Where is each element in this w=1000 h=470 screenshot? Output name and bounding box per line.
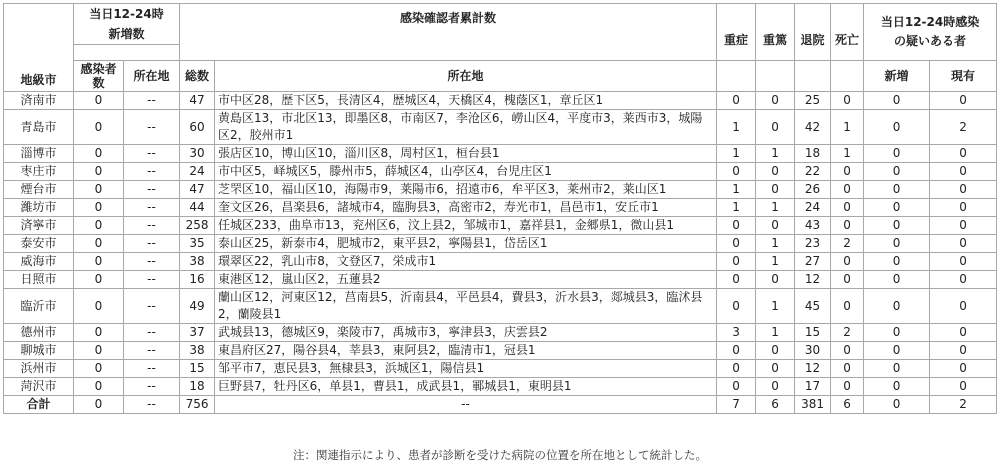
header-critical-blank: [756, 61, 795, 92]
city-cell: 煙台市: [4, 181, 74, 199]
total-cell: 38: [180, 342, 215, 360]
header-location: 所在地: [215, 61, 717, 92]
table-row: [4, 92, 997, 110]
new-count-cell: 0: [74, 289, 124, 324]
total-cell: 47: [180, 92, 215, 110]
serious-cell: 1: [717, 199, 756, 217]
location-cell: 市中区28，歴下区5，長清区4，歴城区4，天橋区4，槐蔭区1，章丘区1: [215, 92, 717, 110]
total-cell: 44: [180, 199, 215, 217]
location-cell: 巨野县7，牡丹区6，单县1，曹县1，成武县1，鄆城县1，東明县1: [215, 378, 717, 396]
new-location-cell: --: [124, 92, 180, 110]
new-location-cell: --: [124, 342, 180, 360]
table-row: [4, 145, 997, 163]
header-discharged-blank: [795, 61, 831, 92]
suspect-current-cell: 0: [930, 199, 997, 217]
table-row: [4, 324, 997, 342]
location-cell: 東昌府区27，陽谷县4，莘县3，東阿县2，臨清市1，冠县1: [215, 342, 717, 360]
discharged-cell: 42: [795, 110, 831, 145]
serious-cell: 0: [717, 92, 756, 110]
total-cell: 24: [180, 163, 215, 181]
location-cell: 環翠区22，乳山市8，文登区7，栄成市1: [215, 253, 717, 271]
new-count-cell: 0: [74, 163, 124, 181]
serious-cell: 0: [717, 163, 756, 181]
critical-cell: 0: [756, 217, 795, 235]
critical-cell: 0: [756, 92, 795, 110]
total-cell: 18: [180, 378, 215, 396]
new-count-cell: 0: [74, 342, 124, 360]
new-count-cell: 0: [74, 253, 124, 271]
discharged-cell: 381: [795, 396, 831, 414]
discharged-cell: 12: [795, 271, 831, 289]
header-suspect-group: 当日12-24時感染の疑いある者: [864, 4, 997, 61]
table-row: [4, 378, 997, 396]
city-cell: 濰坊市: [4, 199, 74, 217]
new-count-cell: 0: [74, 181, 124, 199]
serious-cell: 0: [717, 289, 756, 324]
table-row: [4, 217, 997, 235]
city-cell: 臨沂市: [4, 289, 74, 324]
suspect-new-cell: 0: [864, 163, 930, 181]
discharged-cell: 26: [795, 181, 831, 199]
death-cell: 6: [831, 396, 864, 414]
suspect-new-cell: 0: [864, 110, 930, 145]
new-location-cell: --: [124, 324, 180, 342]
total-label-cell: 合計: [4, 396, 74, 414]
suspect-new-cell: 0: [864, 271, 930, 289]
critical-cell: 1: [756, 145, 795, 163]
header-critical: 重篤: [756, 4, 795, 61]
header-suspect-current: 現有: [930, 61, 997, 92]
table-row: [4, 289, 997, 324]
total-cell: 16: [180, 271, 215, 289]
suspect-current-cell: 2: [930, 110, 997, 145]
critical-cell: 1: [756, 253, 795, 271]
suspect-current-cell: 0: [930, 378, 997, 396]
table-row: [4, 163, 997, 181]
critical-cell: 0: [756, 360, 795, 378]
suspect-new-cell: 0: [864, 181, 930, 199]
location-cell: 奎文区26，昌楽县6，諸城市4，臨朐县3，高密市2，寿光市1，昌邑市1，安丘市1: [215, 199, 717, 217]
death-cell: 0: [831, 217, 864, 235]
table-row: [4, 110, 997, 145]
new-location-cell: --: [124, 360, 180, 378]
location-cell: 泰山区25，新泰市4，肥城市2，東平县2，寧陽县1，岱岳区1: [215, 235, 717, 253]
discharged-cell: 18: [795, 145, 831, 163]
serious-cell: 0: [717, 360, 756, 378]
new-location-cell: --: [124, 181, 180, 199]
suspect-current-cell: 2: [930, 396, 997, 414]
serious-cell: 1: [717, 110, 756, 145]
header-new-location: 所在地: [124, 61, 180, 92]
header-new-group: 当日12-24時 新増数: [74, 4, 180, 45]
suspect-current-cell: 0: [930, 217, 997, 235]
serious-cell: 0: [717, 342, 756, 360]
header-city: 地級市: [4, 4, 74, 92]
total-cell: 258: [180, 217, 215, 235]
new-location-cell: --: [124, 235, 180, 253]
table-row: [4, 253, 997, 271]
suspect-new-cell: 0: [864, 217, 930, 235]
discharged-cell: 43: [795, 217, 831, 235]
serious-cell: 0: [717, 217, 756, 235]
city-cell: 聊城市: [4, 342, 74, 360]
header-serious-blank: [717, 61, 756, 92]
table-row: [4, 360, 997, 378]
new-location-cell: --: [124, 110, 180, 145]
total-cell: 30: [180, 145, 215, 163]
suspect-current-cell: 0: [930, 360, 997, 378]
critical-cell: 0: [756, 271, 795, 289]
suspect-new-cell: 0: [864, 324, 930, 342]
discharged-cell: 15: [795, 324, 831, 342]
city-cell: 浜州市: [4, 360, 74, 378]
header-total: 総数: [180, 61, 215, 92]
discharged-cell: 30: [795, 342, 831, 360]
serious-cell: 1: [717, 145, 756, 163]
suspect-new-cell: 0: [864, 235, 930, 253]
new-count-cell: 0: [74, 271, 124, 289]
suspect-current-cell: 0: [930, 235, 997, 253]
critical-cell: 6: [756, 396, 795, 414]
suspect-current-cell: 0: [930, 342, 997, 360]
table-row: [4, 342, 997, 360]
total-row: [4, 396, 997, 414]
death-cell: 0: [831, 378, 864, 396]
serious-cell: 7: [717, 396, 756, 414]
suspect-current-cell: 0: [930, 163, 997, 181]
header-new-count: 感染者数: [74, 61, 124, 92]
critical-cell: 0: [756, 163, 795, 181]
discharged-cell: 27: [795, 253, 831, 271]
header-suspect-new: 新増: [864, 61, 930, 92]
death-cell: 0: [831, 271, 864, 289]
suspect-new-cell: 0: [864, 92, 930, 110]
death-cell: 0: [831, 289, 864, 324]
new-location-cell: --: [124, 289, 180, 324]
header-discharged: 退院: [795, 4, 831, 61]
header-death-blank: [831, 61, 864, 92]
total-cell: 756: [180, 396, 215, 414]
city-cell: 青島市: [4, 110, 74, 145]
new-count-cell: 0: [74, 360, 124, 378]
suspect-current-cell: 0: [930, 92, 997, 110]
total-cell: 47: [180, 181, 215, 199]
total-cell: 37: [180, 324, 215, 342]
discharged-cell: 17: [795, 378, 831, 396]
death-cell: 0: [831, 342, 864, 360]
new-location-cell: --: [124, 271, 180, 289]
death-cell: 2: [831, 235, 864, 253]
new-count-cell: 0: [74, 110, 124, 145]
location-cell: --: [215, 396, 717, 414]
total-cell: 15: [180, 360, 215, 378]
discharged-cell: 24: [795, 199, 831, 217]
death-cell: 2: [831, 324, 864, 342]
city-cell: 淄博市: [4, 145, 74, 163]
new-location-cell: --: [124, 199, 180, 217]
death-cell: 0: [831, 360, 864, 378]
suspect-new-cell: 0: [864, 145, 930, 163]
city-cell: 德州市: [4, 324, 74, 342]
critical-cell: 1: [756, 235, 795, 253]
location-cell: 東港区12，嵐山区2，五蓮县2: [215, 271, 717, 289]
critical-cell: 1: [756, 289, 795, 324]
serious-cell: 0: [717, 253, 756, 271]
suspect-new-cell: 0: [864, 253, 930, 271]
location-cell: 任城区233，曲阜市13，兖州区6，汶上县2，邹城市1，嘉祥县1，金郷県1，微山县1: [215, 217, 717, 235]
new-location-cell: --: [124, 378, 180, 396]
covid-stats-table: [3, 3, 997, 414]
header-new-group-spacer: [74, 45, 180, 61]
serious-cell: 0: [717, 378, 756, 396]
serious-cell: 1: [717, 181, 756, 199]
suspect-current-cell: 0: [930, 271, 997, 289]
new-count-cell: 0: [74, 235, 124, 253]
new-count-cell: 0: [74, 199, 124, 217]
discharged-cell: 25: [795, 92, 831, 110]
new-count-cell: 0: [74, 145, 124, 163]
suspect-new-cell: 0: [864, 342, 930, 360]
critical-cell: 0: [756, 181, 795, 199]
location-cell: 張店区10，博山区10，淄川区8，周村区1，桓台县1: [215, 145, 717, 163]
table-row: [4, 271, 997, 289]
suspect-current-cell: 0: [930, 145, 997, 163]
new-location-cell: --: [124, 253, 180, 271]
suspect-new-cell: 0: [864, 289, 930, 324]
suspect-current-cell: 0: [930, 253, 997, 271]
city-cell: 威海市: [4, 253, 74, 271]
suspect-current-cell: 0: [930, 289, 997, 324]
location-cell: 蘭山区12，河東区12，莒南县5，沂南县4，平邑县4，費县3，沂水县3，郯城县3，臨沭县2，蘭陵县1: [215, 289, 717, 324]
death-cell: 0: [831, 181, 864, 199]
table-row: [4, 181, 997, 199]
serious-cell: 0: [717, 271, 756, 289]
discharged-cell: 22: [795, 163, 831, 181]
new-location-cell: --: [124, 163, 180, 181]
death-cell: 0: [831, 253, 864, 271]
city-cell: 日照市: [4, 271, 74, 289]
death-cell: 0: [831, 199, 864, 217]
city-cell: 菏沢市: [4, 378, 74, 396]
new-location-cell: --: [124, 145, 180, 163]
table-row: [4, 235, 997, 253]
suspect-current-cell: 0: [930, 181, 997, 199]
death-cell: 1: [831, 145, 864, 163]
location-cell: 市中区5，峄城区5，滕州市5，薛城区4，山亭区4，台児庄区1: [215, 163, 717, 181]
new-location-cell: --: [124, 217, 180, 235]
new-count-cell: 0: [74, 217, 124, 235]
total-cell: 38: [180, 253, 215, 271]
new-location-cell: --: [124, 396, 180, 414]
critical-cell: 0: [756, 378, 795, 396]
suspect-current-cell: 0: [930, 324, 997, 342]
total-cell: 35: [180, 235, 215, 253]
critical-cell: 1: [756, 199, 795, 217]
serious-cell: 3: [717, 324, 756, 342]
location-cell: 芝罘区10，福山区10，海陽市9，莱陽市6，招遠市6，牟平区3，莱州市2，莱山区1: [215, 181, 717, 199]
new-count-cell: 0: [74, 92, 124, 110]
critical-cell: 0: [756, 110, 795, 145]
suspect-new-cell: 0: [864, 360, 930, 378]
serious-cell: 0: [717, 235, 756, 253]
discharged-cell: 12: [795, 360, 831, 378]
discharged-cell: 45: [795, 289, 831, 324]
critical-cell: 0: [756, 342, 795, 360]
city-cell: 枣庄市: [4, 163, 74, 181]
critical-cell: 1: [756, 324, 795, 342]
new-count-cell: 0: [74, 378, 124, 396]
new-count-cell: 0: [74, 324, 124, 342]
location-cell: 武城县13，德城区9，楽陵市7，禹城市3，寧津县3，庆雲县2: [215, 324, 717, 342]
death-cell: 0: [831, 163, 864, 181]
death-cell: 1: [831, 110, 864, 145]
footnote: 注：関連指示により、患者が診断を受けた病院の位置を所在地として統計した。: [293, 448, 707, 462]
total-cell: 49: [180, 289, 215, 324]
location-cell: 邹平市7，恵民县3，無棣县3，浜城区1，陽信县1: [215, 360, 717, 378]
location-cell: 黄島区13，市北区13，即墨区8，市南区7，李沧区6，嶗山区4，平度市3，莱西市3，城陽区2，胶州市1: [215, 110, 717, 145]
city-cell: 済南市: [4, 92, 74, 110]
city-cell: 済寧市: [4, 217, 74, 235]
table-row: [4, 199, 997, 217]
total-cell: 60: [180, 110, 215, 145]
header-serious: 重症: [717, 4, 756, 61]
suspect-new-cell: 0: [864, 396, 930, 414]
suspect-new-cell: 0: [864, 199, 930, 217]
death-cell: 0: [831, 92, 864, 110]
header-death: 死亡: [831, 4, 864, 61]
city-cell: 泰安市: [4, 235, 74, 253]
new-count-cell: 0: [74, 396, 124, 414]
header-cumulative-group: 感染確認者累計数: [180, 4, 717, 61]
discharged-cell: 23: [795, 235, 831, 253]
suspect-new-cell: 0: [864, 378, 930, 396]
